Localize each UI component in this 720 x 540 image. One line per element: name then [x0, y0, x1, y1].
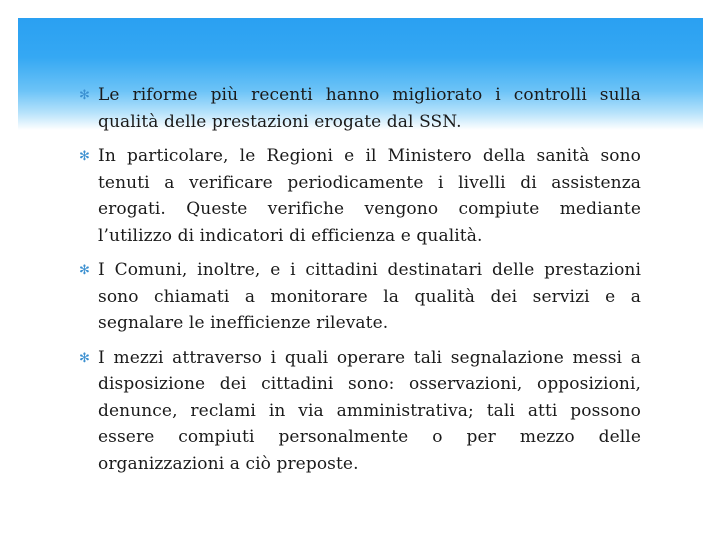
- asterisk-icon: ✻: [79, 149, 90, 164]
- bullet-item: [75, 143, 641, 249]
- bullet-item: [75, 345, 641, 478]
- asterisk-icon: ✻: [79, 350, 90, 366]
- bullet-text: Le riforme più recenti hanno migliorato i controlli sulla qualità delle prestazioni erogate dal SSN.: [98, 85, 641, 132]
- bullet-text: In particolare, le Regioni e il Ministero della sanità sono tenuti a verificare periodicamente i livelli di assistenza erogati. Queste verifiche vengono compiute mediante l’utilizzo di indicatori di efficienza e qualità.: [98, 146, 641, 246]
- slide-content: [75, 82, 641, 485]
- asterisk-icon: ✻: [79, 88, 90, 103]
- bullet-item: [75, 257, 641, 337]
- bullet-text: I mezzi attraverso i quali operare tali segnalazione messi a disposizione dei cittadini sono: osservazioni, opposizioni, denunce, reclami in via amministrativa; tali atti possono essere compiuti personalmente o per mezzo delle organizzazioni a ciò preposte.: [98, 347, 641, 474]
- bullet-item: [75, 82, 641, 135]
- asterisk-icon: ✻: [79, 263, 90, 278]
- bullet-list: [75, 82, 641, 477]
- bullet-text: I Comuni, inoltre, e i cittadini destinatari delle prestazioni sono chiamati a monitorare la qualità dei servizi e a segnalare le inefficienze rilevate.: [98, 260, 641, 333]
